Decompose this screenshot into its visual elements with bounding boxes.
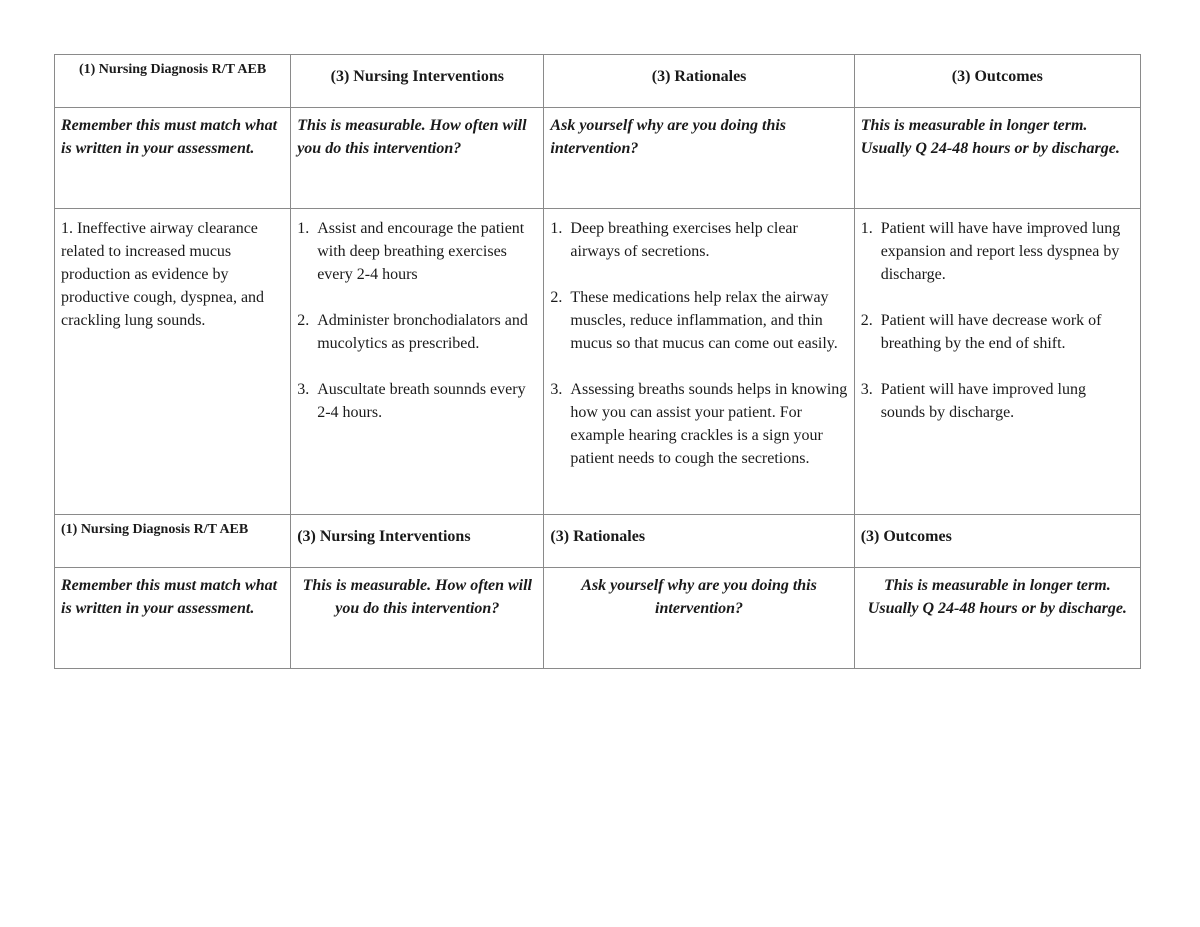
list-item — [550, 217, 847, 263]
item-text: Assessing breaths sounds helps in knowing how you can assist your patient. For example hearing crackles is a sign your patient needs to cough the secretions. — [570, 381, 848, 467]
header-diagnosis: (1) Nursing Diagnosis R/T AEB — [55, 515, 291, 568]
item-number: 2. — [550, 289, 563, 306]
item-text: Auscultate breath sounnds every 2-4 hours. — [317, 381, 526, 421]
care-plan-table — [54, 54, 1141, 669]
guide-diagnosis: Remember this must match what is written in your assessment. — [55, 108, 291, 209]
item-text: Patient will have decrease work of breathing by the end of shift. — [880, 312, 1102, 352]
item-number: 1. — [860, 220, 873, 237]
header-interventions: (3) Nursing Interventions — [291, 55, 544, 108]
item-number: 3. — [550, 381, 563, 398]
guide-outcomes: This is measurable in longer term. Usually Q 24-48 hours or by discharge. — [854, 568, 1140, 669]
list-item — [861, 309, 1134, 355]
interventions-list — [297, 217, 537, 424]
header-interventions: (3) Nursing Interventions — [291, 515, 544, 568]
header-row-top — [55, 55, 1141, 108]
item-number: 1. — [297, 220, 310, 237]
header-row-bottom — [55, 515, 1141, 568]
guide-diagnosis: Remember this must match what is written in your assessment. — [55, 568, 291, 669]
content-row — [55, 209, 1141, 515]
list-item — [550, 378, 847, 470]
guide-rationales: Ask yourself why are you doing this intervention? — [544, 568, 854, 669]
item-number: 2. — [860, 312, 873, 329]
header-rationales: (3) Rationales — [544, 515, 854, 568]
content-outcomes — [854, 209, 1140, 515]
outcomes-list — [861, 217, 1134, 424]
list-item — [297, 378, 537, 424]
item-number: 3. — [297, 381, 310, 398]
guidance-row-top — [55, 108, 1141, 209]
item-text: Patient will have improved lung sounds by discharge. — [880, 381, 1086, 421]
list-item — [861, 378, 1134, 424]
item-number: 2. — [297, 312, 310, 329]
content-rationales — [544, 209, 854, 515]
list-item — [297, 309, 537, 355]
header-rationales: (3) Rationales — [544, 55, 854, 108]
item-text: Patient will have have improved lung expansion and report less dyspnea by discharge. — [880, 220, 1121, 283]
guide-outcomes: This is measurable in longer term. Usually Q 24-48 hours or by discharge. — [854, 108, 1140, 209]
header-outcomes: (3) Outcomes — [854, 55, 1140, 108]
rationales-list — [550, 217, 847, 470]
content-interventions — [291, 209, 544, 515]
guide-rationales: Ask yourself why are you doing this intervention? — [544, 108, 854, 209]
item-number: 3. — [860, 381, 873, 398]
item-number: 1. — [550, 220, 563, 237]
item-text: Assist and encourage the patient with deep breathing exercises every 2-4 hours — [317, 220, 525, 283]
list-item — [550, 286, 847, 355]
list-item — [297, 217, 537, 286]
item-text: Deep breathing exercises help clear airways of secretions. — [570, 220, 798, 260]
header-diagnosis: (1) Nursing Diagnosis R/T AEB — [55, 55, 291, 108]
item-text: Administer bronchodialators and mucolytics as prescribed. — [317, 312, 528, 352]
guide-interventions: This is measurable. How often will you do this intervention? — [291, 568, 544, 669]
list-item — [861, 217, 1134, 286]
header-outcomes: (3) Outcomes — [854, 515, 1140, 568]
guide-interventions: This is measurable. How often will you do this intervention? — [291, 108, 544, 209]
item-text: These medications help relax the airway muscles, reduce inflammation, and thin mucus so that mucus can come out easily. — [570, 289, 838, 352]
guidance-row-bottom — [55, 568, 1141, 669]
content-diagnosis: 1. Ineffective airway clearance related to increased mucus production as evidence by productive cough, dyspnea, and crackling lung sounds. — [55, 209, 291, 515]
